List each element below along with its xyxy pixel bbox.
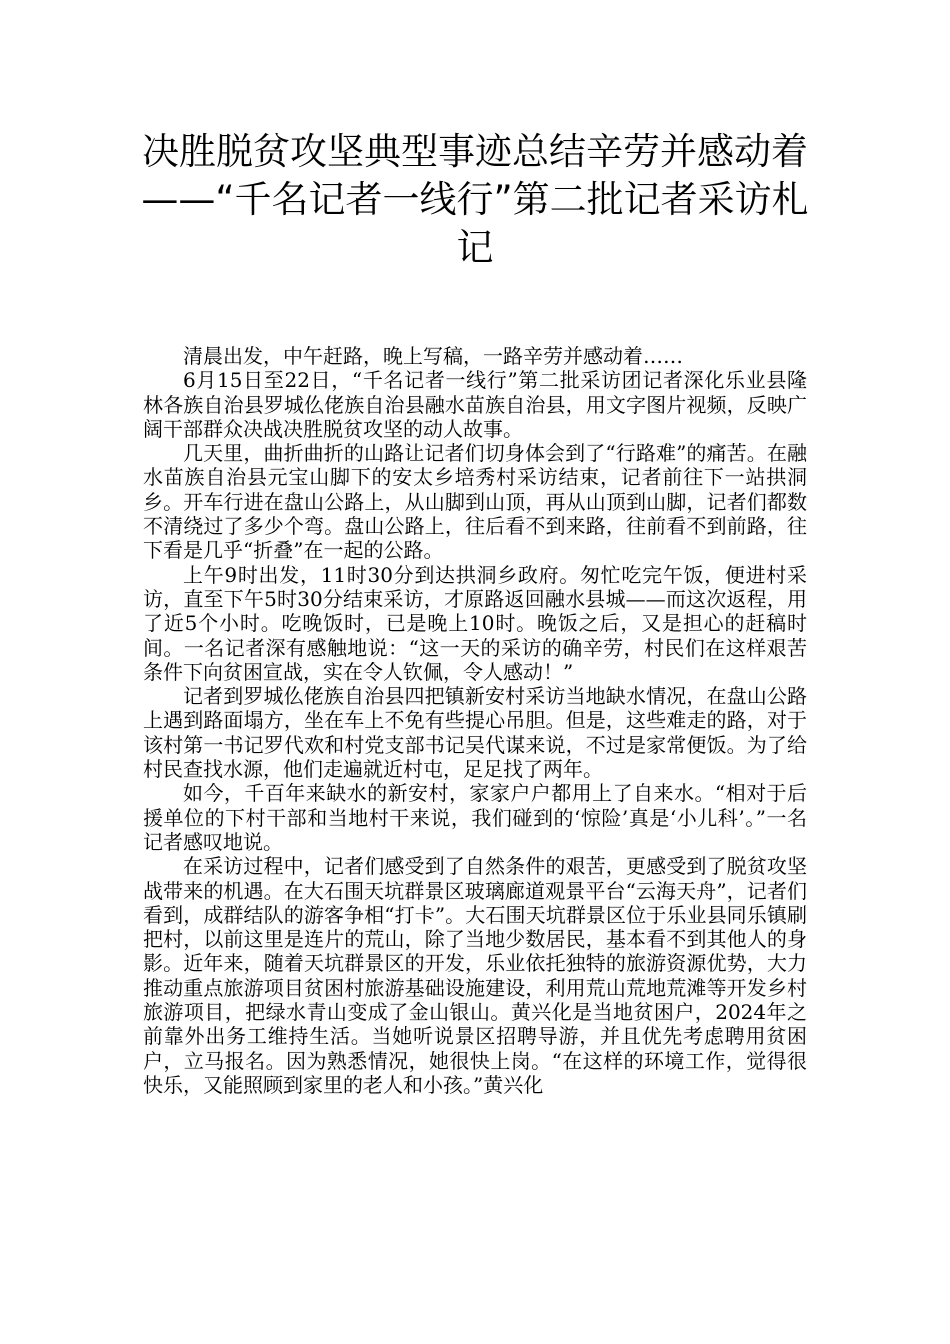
paragraph: 几天里，曲折曲折的山路让记者们切身体会到了“行路难”的痛苦。在融水苗族自治县元宝山脚下的安太乡培秀村采访结束，记者前往下一站拱洞乡。开车行进在盘山公路上，从山脚到山顶，再从山顶到山脚，记者们都数不清绕过了多少个弯。盘山公路上，往后看不到来路，往前看不到前路，往下看是几乎“折叠”在一起的公路。 xyxy=(143,441,807,563)
paragraph: 在采访过程中，记者们感受到了自然条件的艰苦，更感受到了脱贫攻坚战带来的机遇。在大石围天坑群景区玻璃廊道观景平台“云海天舟”，记者们看到，成群结队的游客争相“打卡”。大石围天坑群景区位于乐业县同乐镇刷把村，以前这里是连片的荒山，除了当地少数居民，基本看不到其他人的身影。近年来，随着天坑群景区的开发，乐业依托独特的旅游资源优势，大力推动重点旅游项目贫困村旅游基础设施建设，利用荒山荒地荒滩等开发乡村旅游项目，把绿水青山变成了金山银山。黄兴化是当地贫困户，2024年之前靠外出务工维持生活。当她听说景区招聘导游，并且优先考虑聘用贫困户，立马报名。因为熟悉情况，她很快上岗。“在这样的环境工作，觉得很快乐，又能照顾到家里的老人和小孩。”黄兴化 xyxy=(143,854,807,1097)
paragraph: 清晨出发，中午赶路，晚上写稿，一路辛劳并感动着…… xyxy=(183,344,683,368)
paragraph: 记者到罗城仫佬族自治县四把镇新安村采访当地缺水情况，在盘山公路上遇到路面塌方，坐在车上不免有些提心吊胆。但是，这些难走的路，对于该村第一书记罗代欢和村党支部书记吴代谋来说，不过是家常便饭。为了给村民查找水源，他们走遍就近村屯，足足找了两年。 xyxy=(143,684,807,782)
paragraph: 6月15日至22日，“千名记者一线行”第二批采访团记者深化乐业县隆林各族自治县罗城仫佬族自治县融水苗族自治县，用文字图片视频，反映广阔干部群众决战决胜脱贫攻坚的动人故事。 xyxy=(143,368,807,441)
paragraph: 如今，千百年来缺水的新安村，家家户户都用上了自来水。“相对于后援单位的下村干部和当地村干来说，我们碰到的‘惊险’真是‘小儿科’。”一名记者感叹地说。 xyxy=(143,781,807,854)
paragraph: 上午9时出发，11时30分到达拱洞乡政府。匆忙吃完午饭，便进村采访，直至下午5时30分结束采访，才原路返回融水县城——而这次返程，用了近5个小时。吃晚饭时，已是晚上10时。晚饭之后，又是担心的赶稿时间。一名记者深有感触地说：“这一天的采访的确辛劳，村民们在这样艰苦条件下向贫困宣战，实在令人钦佩，令人感动！” xyxy=(143,562,807,684)
document-body xyxy=(143,344,807,1097)
document-title: 决胜脱贫攻坚典型事迹总结辛劳并感动着——“千名记者一线行”第二批记者采访札记 xyxy=(141,130,809,269)
